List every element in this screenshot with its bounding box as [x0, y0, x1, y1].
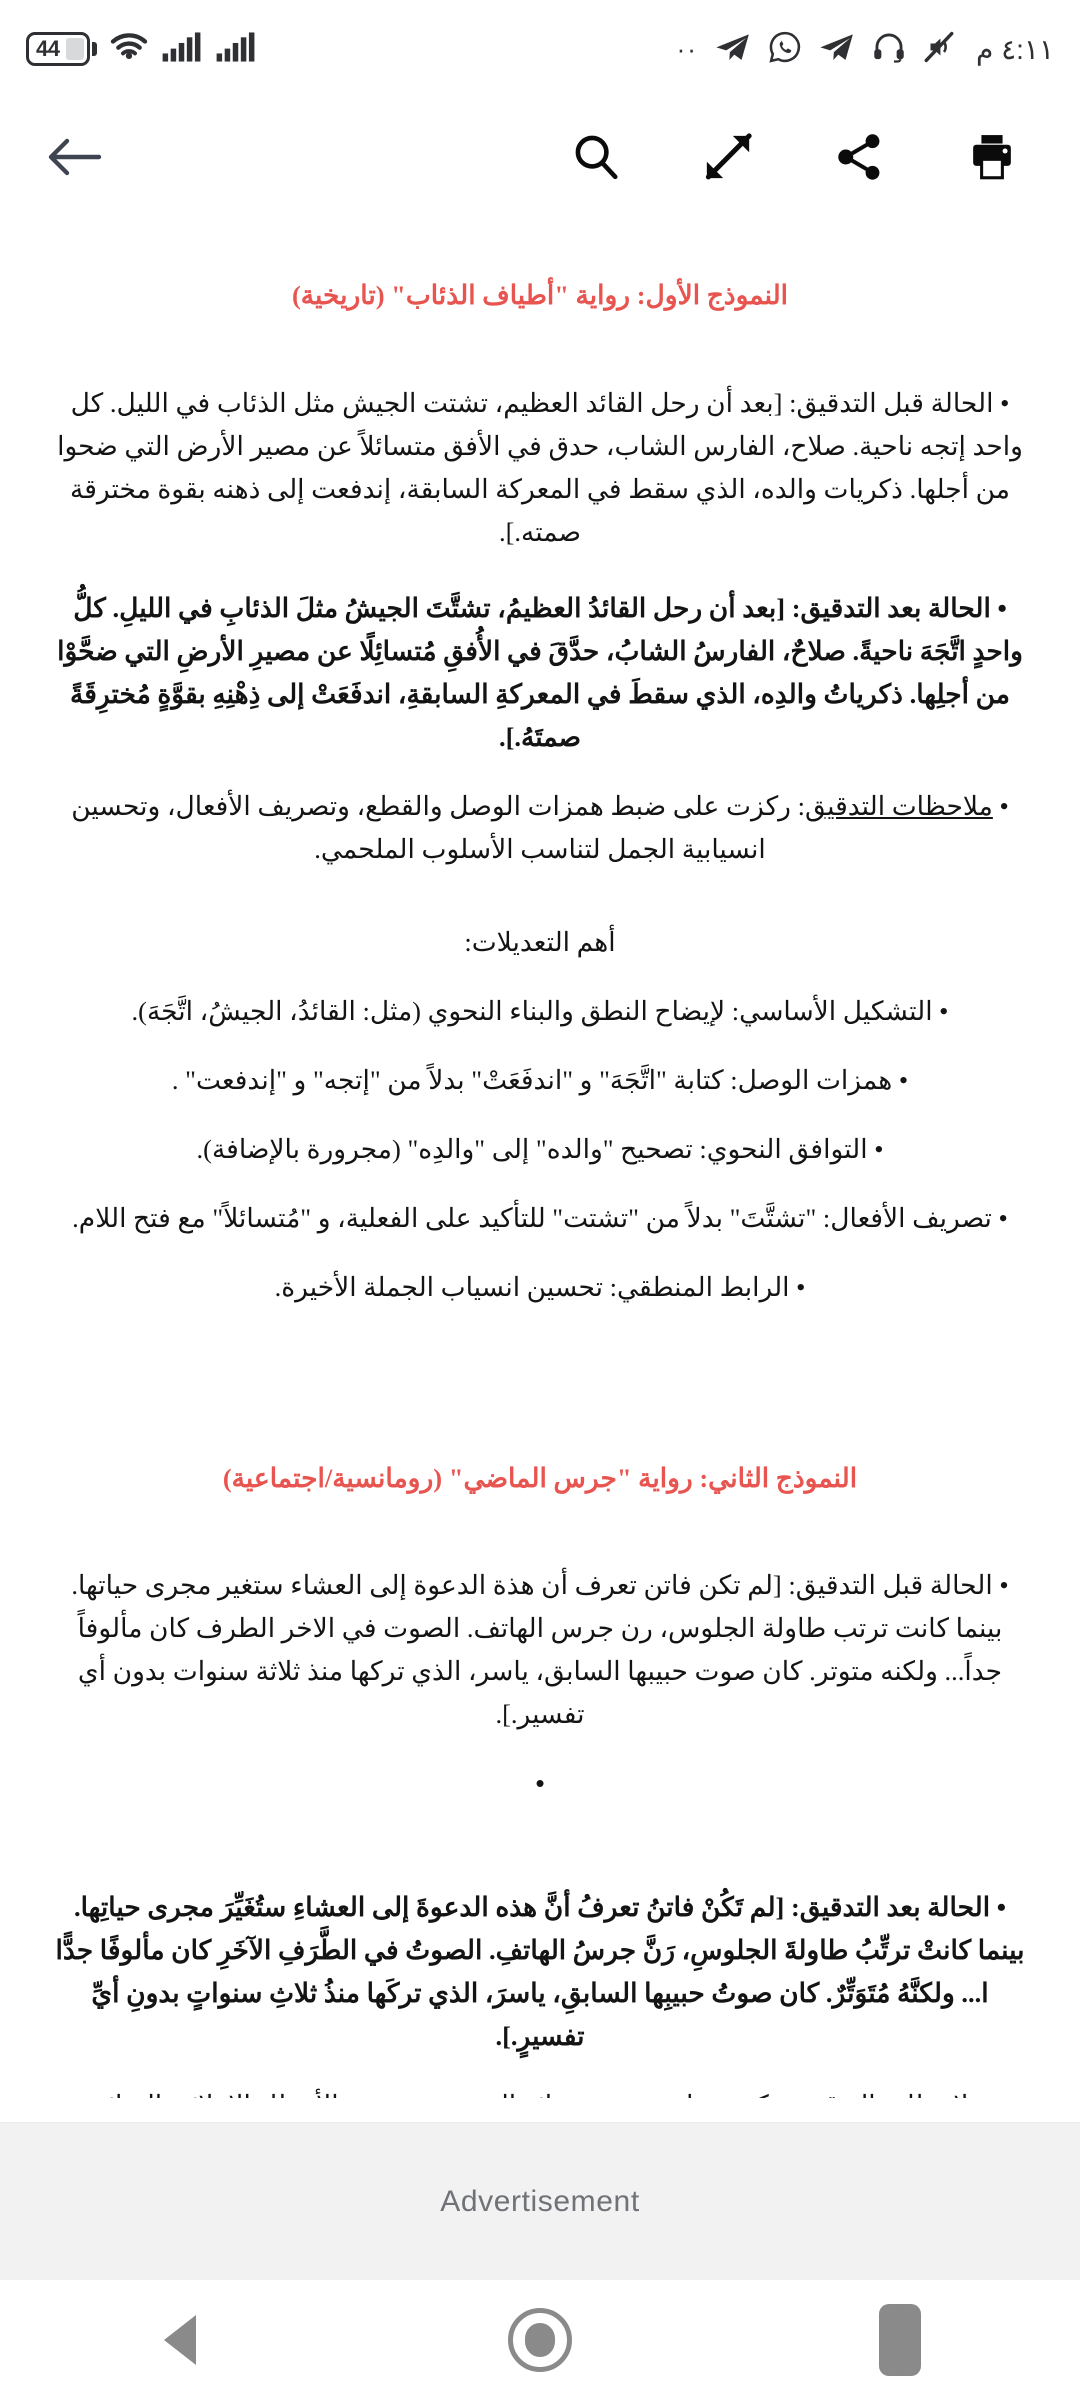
print-icon [967, 132, 1017, 182]
document-bottom-fade [0, 2098, 1080, 2122]
section-one-heading: النموذج الأول: رواية "أطياف الذئاب" (تاريخية) [291, 280, 789, 310]
section-one-after-paragraph: • الحالة بعد التدقيق: [بعد أن رحل القائدُ العظيمُ، تشتَّتَ الجيشُ مثلَ الذئابِ في الليلِ. كلُّ واحدٍ اتَّجَهَ ناحيةً. صلاحٌ، الفارسُ الشابُ، حدَّقَ في الأُفقِ مُتسائِلًا عن مصيرِ الأرضِ التي ضحَّوْا من أجلِها. ذكرياتُ والدِه، الذي سقطَ في المعركةِ السابقةِ، اندفَعَتْ إلى ذِهْنِهِ بقوَّةٍ مُخترِقَةً صمتَهُ.]. [57, 593, 1023, 753]
section-one-edit-item: • همزات الوصل: كتابة "اتَّجَهَ" و "اندفَعَتْ" بدلاً من "إتجه" و "إندفعت" . [171, 1064, 909, 1095]
search-button[interactable] [564, 125, 628, 189]
wifi-icon [109, 30, 149, 69]
nav-back-button[interactable] [105, 2285, 255, 2395]
document-viewer[interactable] [0, 216, 1080, 2122]
battery-icon [26, 32, 97, 66]
advertisement-banner[interactable] [0, 2122, 1080, 2280]
whatsapp-icon [768, 30, 802, 69]
advertisement-label: Advertisement [440, 2184, 640, 2218]
document-page [0, 216, 1080, 2169]
signal-sim2-icon [215, 30, 257, 69]
section-one-edit-item: • الرابط المنطقي: تحسين انسياب الجملة الأخيرة. [274, 1271, 806, 1302]
section-one-before-paragraph: • الحالة قبل التدقيق: [بعد أن رحل القائد العظيم، تشتت الجيش مثل الذئاب في الليل. كل واحد إتجه ناحية. صلاح، الفارس الشاب، حدق في الأفق متسائلاً عن مصير الأرض التي ضحوا من أجلها. ذكريات والده، الذي سقط في المعركة السابقة، إندفعت إلى ذهنه بقوة مخترقة صمته.]. [57, 387, 1023, 547]
status-bar-right [677, 30, 1054, 69]
section-one-notes-text: : ركزت على ضبط همزات الوصل والقطع، وتصريف الأفعال، وتحسين انسيابية الجمل لتناسب الأسلوب الملحمي. [71, 791, 805, 865]
system-navigation-bar [0, 2280, 1080, 2400]
headphones-icon [872, 31, 906, 68]
nav-recents-icon [879, 2304, 921, 2376]
telegram-icon [714, 31, 752, 68]
section-one-edit-item: • التشكيل الأساسي: لإيضاح النطق والبناء النحوي (مثل: القائدُ، الجيشُ، اتَّجَهَ). [131, 995, 949, 1026]
search-icon [571, 132, 621, 182]
nav-back-icon [164, 2315, 196, 2365]
app-toolbar [0, 98, 1080, 216]
battery-percent-label: 44 [36, 36, 60, 61]
section-one-edits-heading: أهم التعديلات: [464, 926, 616, 957]
nav-recents-button[interactable] [825, 2285, 975, 2395]
signal-sim1-icon [161, 30, 203, 69]
nav-home-icon [508, 2308, 572, 2372]
nav-home-button[interactable] [465, 2285, 615, 2395]
section-two-before-paragraph: • الحالة قبل التدقيق: [لم تكن فاتن تعرف أن هذة الدعوة إلى العشاء ستغير مجرى حياتها. بينما كانت ترتب طاولة الجلوس، رن جرس الهاتف. الصوت في الاخر الطرف كان مألوفاً جداً... ولكنه متوتر. كان صوت حبيبها السابق، ياسر، الذي تركها منذ ثلاثة سنوات بدون أي تفسير.]. [71, 1570, 1009, 1730]
section-one-notes-label: ملاحظات التدقيق [804, 791, 993, 822]
section-separator-marker: • [535, 1767, 545, 1798]
mute-icon [922, 30, 956, 69]
section-one-edit-item: • التوافق النحوي: تصحيح "والده" إلى "والدِه" (مجرورة بالإضافة). [196, 1133, 884, 1164]
expand-icon [703, 132, 753, 182]
section-one-notes: • ملاحظات التدقيق: ركزت على ضبط همزات الوصل والقطع، وتصريف الأفعال، وتحسين انسيابية الجمل لتناسب الأسلوب الملحمي. [71, 791, 1009, 865]
status-bar-clock: ٤:١١ م [975, 33, 1054, 65]
print-button[interactable] [960, 125, 1024, 189]
back-button[interactable] [40, 122, 110, 192]
back-arrow-icon [47, 135, 103, 179]
share-icon [835, 132, 885, 182]
section-two-heading: النموذج الثاني: رواية "جرس الماضي" (رومانسية/اجتماعية) [222, 1462, 858, 1493]
status-bar-left [26, 30, 257, 69]
status-bar [0, 0, 1080, 98]
section-two-after-paragraph: • الحالة بعد التدقيق: [لم تَكُنْ فاتنُ تعرفُ أنَّ هذه الدعوةَ إلى العشاءِ ستُغَيِّرَ مجرى حياتِها. بينما كانتْ ترتِّبُ طاولةَ الجلوسِ، رَنَّ جرسُ الهاتفِ. الصوتُ في الطَّرَفِ الآخَرِ كان مألوفًا جدًّا ا... ولكنَّهُ مُتَوَتِّرٌ. كان صوتُ حبيبِها السابقِ، ياسرَ، الذي تركَها منذُ ثلاثِ سنواتٍ بدونِ أيِّ تفسيرٍ.]. [55, 1891, 1025, 2051]
section-one-edit-item: • تصريف الأفعال: "تشتَّتَ" بدلاً من "تشتت" للتأكيد على الفعلية، و "مُتسائلاً" مع فتح اللام. [72, 1202, 1008, 1233]
toolbar-actions [564, 125, 1040, 189]
share-button[interactable] [828, 125, 892, 189]
telegram-icon [818, 31, 856, 68]
more-dots-icon: ·· [676, 34, 698, 64]
fullscreen-button[interactable] [696, 125, 760, 189]
